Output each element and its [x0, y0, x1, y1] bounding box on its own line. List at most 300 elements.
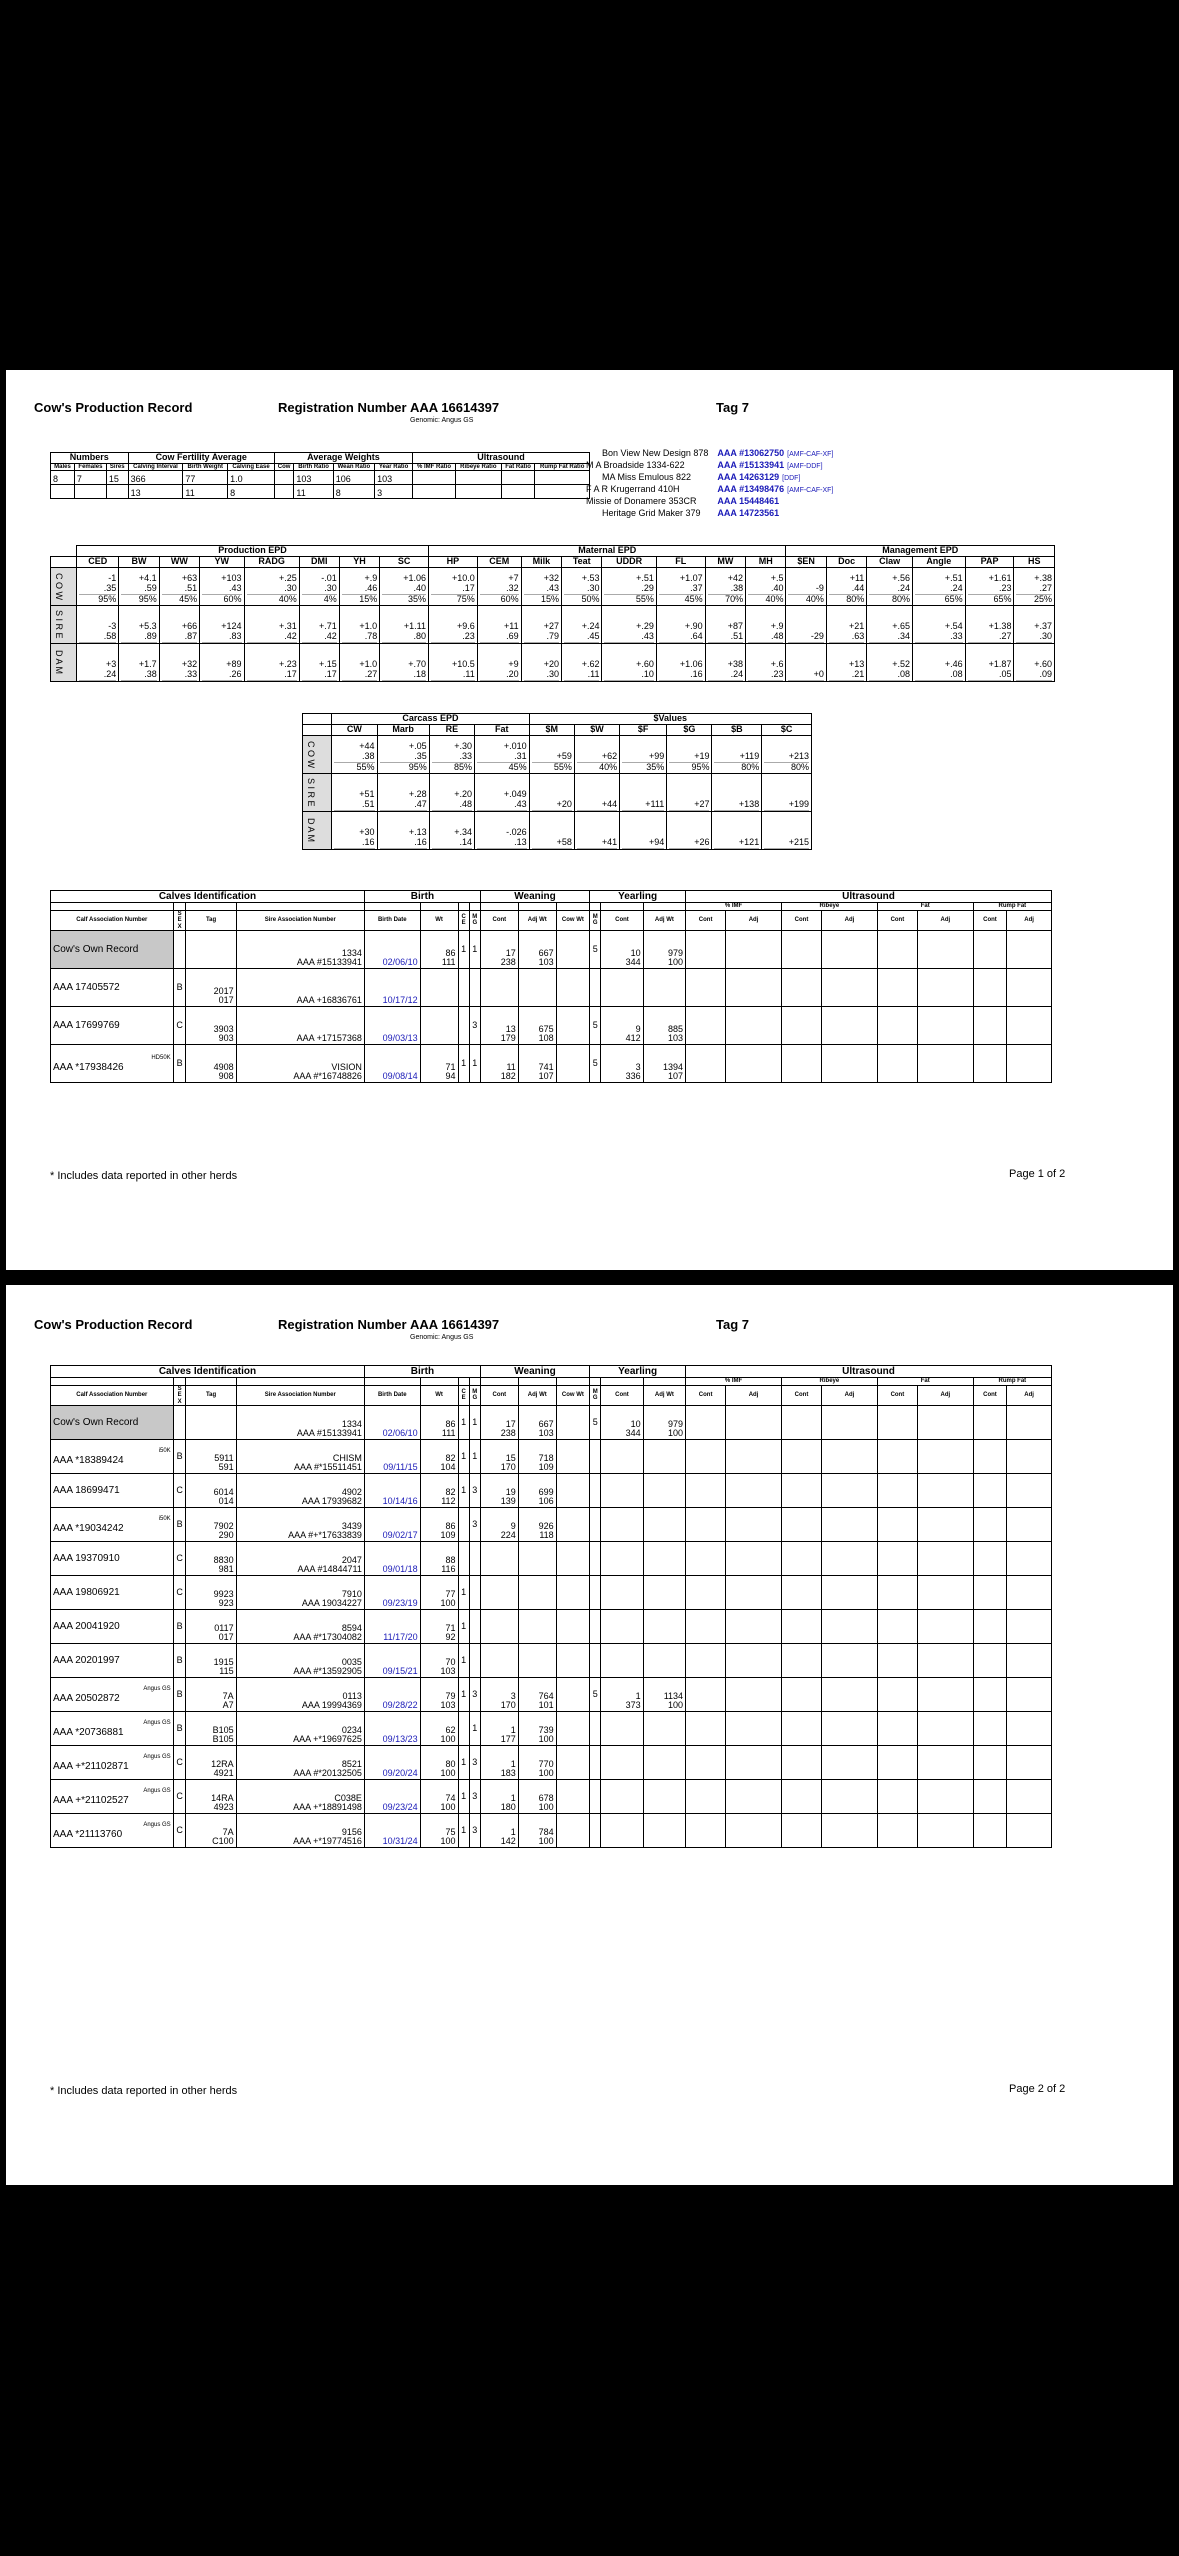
blank — [590, 1378, 601, 1386]
birth-date: 11/17/20 — [364, 1610, 420, 1644]
epd-cell — [477, 567, 521, 605]
epd-acc: .16 — [659, 670, 703, 681]
carcass-pct: 55% — [553, 761, 572, 772]
wean-adj-top: 926 — [538, 1520, 554, 1531]
pedigree-reg: AAA 14723561 — [717, 507, 780, 518]
sire-id — [236, 1440, 364, 1474]
calf-row — [51, 1440, 1052, 1474]
calves-group-header-yearling: Yearling — [590, 1366, 686, 1378]
year-cont — [601, 1644, 643, 1678]
calf-tag-bottom: 908 — [218, 1071, 234, 1082]
epd-acc: .30 — [247, 584, 297, 595]
ultrasound-cell — [686, 1508, 726, 1542]
carcass-epd: -.026 — [506, 827, 527, 837]
epd-epd: +1.7 — [138, 659, 157, 669]
numbers-header: Numbers — [51, 453, 129, 464]
carcass-pct: 35% — [646, 761, 665, 772]
calf-tag-bottom: 4921 — [213, 1768, 234, 1779]
carcass-epd: +58 — [556, 836, 572, 847]
epd-acc: .30 — [524, 670, 559, 681]
calf-tag-bottom: 4923 — [213, 1802, 234, 1813]
epd-cell — [1014, 643, 1055, 681]
year-cont-top: 10 — [630, 947, 641, 958]
sire-id — [236, 931, 364, 969]
calf-row — [51, 931, 1052, 969]
sire-id-top: 0234 — [341, 1724, 362, 1735]
epd-acc: .48 — [748, 632, 783, 643]
birth-weight-bottom: 116 — [441, 1564, 456, 1575]
wean-cont-bottom: 224 — [500, 1530, 516, 1541]
calf-tag — [186, 1542, 236, 1576]
wean-adj-bottom: 108 — [538, 1033, 554, 1044]
footnote: * Includes data reported in other herds — [50, 2085, 238, 2097]
col-header-adjwt: Adj Wt — [518, 910, 556, 931]
carcass-epd: +119 — [739, 751, 760, 761]
birth-weight-top: 86 — [445, 1520, 456, 1531]
birth-weight — [420, 1610, 458, 1644]
year-adj — [643, 1576, 685, 1610]
blank — [236, 1378, 364, 1386]
carcass-col-header: CW — [332, 724, 377, 735]
epd-acc: .30 — [302, 584, 337, 595]
carcass-pct: 80% — [790, 761, 809, 772]
wean-adj-bottom: 109 — [538, 1462, 554, 1473]
ultrasound-cell — [1007, 1814, 1052, 1848]
blank — [458, 1378, 469, 1386]
calf-tag — [186, 1440, 236, 1474]
wean-cont-bottom: 183 — [500, 1768, 516, 1779]
carcass-epd: +.05 — [408, 741, 427, 752]
birth-date: 10/14/16 — [364, 1474, 420, 1508]
calving-ease: 1 — [458, 1678, 469, 1712]
calf-sex: B — [173, 1644, 186, 1678]
epd-cell — [656, 605, 705, 643]
summary-cell: 8 — [51, 471, 75, 485]
carcass-acc: .35 — [380, 752, 427, 763]
calf-flag: Angus GS — [143, 1754, 171, 1761]
blank — [420, 903, 458, 911]
wean-adj-bottom: 101 — [538, 1700, 554, 1711]
carcass-pct: 80% — [741, 761, 760, 772]
birth-weight-top: 86 — [445, 947, 456, 958]
ultrasound-cell — [726, 931, 782, 969]
ultra-sub-header-fat: Fat — [877, 903, 973, 911]
summary-cell: 103 — [294, 471, 333, 485]
sire-id-bottom: AAA #15133941 — [296, 1428, 362, 1439]
ultrasound-cell — [686, 1814, 726, 1848]
carcass-acc: .13 — [477, 838, 527, 849]
calf-tag — [186, 1474, 236, 1508]
epd-cell — [826, 605, 866, 643]
sire-id — [236, 1406, 364, 1440]
epd-acc: .27 — [342, 670, 377, 681]
sire-id-bottom: AAA #*13592905 — [293, 1666, 362, 1677]
sire-id-top: 9156 — [341, 1826, 362, 1837]
ultrasound-cell — [726, 1440, 782, 1474]
epd-acc: .23 — [748, 670, 783, 681]
ultrasound-cell — [726, 1045, 782, 1083]
calf-tag-bottom: 591 — [218, 1462, 234, 1473]
cow-weight — [556, 1610, 589, 1644]
epd-acc: .79 — [524, 632, 559, 643]
blank — [173, 1378, 186, 1386]
epd-cell — [602, 567, 656, 605]
epd-col-header: SC — [380, 556, 429, 567]
cow-weight — [556, 1542, 589, 1576]
epd-group-header: Management EPD — [786, 546, 1055, 557]
epd-col-header: RADG — [244, 556, 299, 567]
epd-cell — [299, 643, 339, 681]
carcass-cell — [377, 773, 429, 811]
epd-pct: 80% — [846, 593, 865, 604]
epd-acc: .33 — [915, 632, 963, 643]
year-cont-bottom: 412 — [625, 1033, 641, 1044]
year-cont — [601, 1406, 643, 1440]
year-mgmt — [590, 1814, 601, 1848]
ultrasound-cell — [1007, 1576, 1052, 1610]
epd-col-header: $EN — [786, 556, 826, 567]
blank — [518, 1378, 556, 1386]
year-cont-top: 10 — [630, 1418, 641, 1429]
calf-id: AAA *17938426 — [53, 1061, 124, 1073]
calf-flag: Angus GS — [143, 1686, 171, 1693]
epd-cell — [786, 567, 826, 605]
ultrasound-cell — [686, 1610, 726, 1644]
col-header-sire: Sire Association Number — [236, 1385, 364, 1406]
birth-date: 09/28/22 — [364, 1678, 420, 1712]
calf-tag-bottom: 981 — [218, 1564, 234, 1575]
blank — [556, 903, 589, 911]
epd-epd: +.70 — [408, 659, 426, 669]
sire-id-bottom: AAA 19034227 — [301, 1598, 362, 1609]
ultrasound-cell — [917, 1576, 973, 1610]
carcass-col-header: $C — [762, 724, 812, 735]
carcass-title: Carcass EPD — [332, 714, 529, 725]
epd-epd: +.6 — [770, 659, 784, 669]
epd-acc: .35 — [79, 584, 116, 595]
calf-tag-bottom: C100 — [212, 1836, 234, 1847]
epd-epd: +.29 — [636, 621, 654, 631]
calf-row — [51, 1712, 1052, 1746]
carcass-cell — [574, 735, 619, 773]
ultrasound-cell — [726, 1610, 782, 1644]
calf-tag — [186, 1780, 236, 1814]
ultrasound-cell — [822, 1712, 878, 1746]
wean-mgmt — [469, 1644, 480, 1678]
year-adj — [643, 1542, 685, 1576]
birth-weight — [420, 1644, 458, 1678]
year-mgmt: 5 — [590, 1406, 601, 1440]
epd-acc: .83 — [202, 632, 241, 643]
reg-label: Registration Number — [278, 400, 407, 415]
calf-id: AAA +*21102527 — [53, 1794, 129, 1806]
year-cont — [601, 1508, 643, 1542]
epd-acc: .43 — [604, 632, 653, 643]
carcass-epd: +.30 — [454, 741, 472, 752]
summary-cell: 8 — [228, 485, 275, 499]
col-header-cont: Cont — [480, 910, 518, 931]
ultrasound-cell — [877, 1780, 917, 1814]
birth-date: 02/06/10 — [364, 931, 420, 969]
birth-date: 10/17/12 — [364, 969, 420, 1007]
calving-ease: 1 — [458, 1045, 469, 1083]
wean-cont-bottom: 170 — [500, 1700, 516, 1711]
cow-weight — [556, 1644, 589, 1678]
wean-adj — [518, 1007, 556, 1045]
sire-id-bottom: AAA #14844711 — [297, 1564, 362, 1575]
wean-cont-top: 1 — [510, 1792, 516, 1803]
calving-ease: 1 — [458, 931, 469, 969]
wean-mgmt: 3 — [469, 1814, 480, 1848]
sire-id — [236, 1045, 364, 1083]
wean-adj — [518, 1045, 556, 1083]
epd-cell — [339, 643, 379, 681]
calves-group-header-weaning: Weaning — [480, 1366, 589, 1378]
calves-group-header-calves: Calves Identification — [51, 1366, 365, 1378]
carcass-epd: +26 — [694, 836, 710, 847]
summary-cell — [274, 485, 293, 499]
ultrasound-cell — [726, 1576, 782, 1610]
epd-col-header: Milk — [521, 556, 561, 567]
ultrasound-cell — [917, 1007, 973, 1045]
ultrasound-cell — [917, 1508, 973, 1542]
wean-mgmt: 1 — [469, 1440, 480, 1474]
carcass-epd: +.010 — [503, 741, 527, 752]
ultrasound-cell — [781, 1814, 821, 1848]
birth-date: 09/02/17 — [364, 1508, 420, 1542]
wean-cont — [480, 1440, 518, 1474]
ultrasound-cell — [822, 1644, 878, 1678]
ultrasound-cell — [822, 1814, 878, 1848]
carcass-pct: 95% — [691, 761, 710, 772]
epd-acc: .32 — [480, 584, 519, 595]
calf-number — [51, 1712, 174, 1746]
wean-adj-bottom: 103 — [538, 1428, 554, 1439]
calf-flag: Angus GS — [143, 1822, 171, 1829]
birth-weight-bottom: 111 — [441, 1428, 456, 1439]
epd-acc: .09 — [1016, 670, 1052, 681]
ultrasound-cell — [1007, 1045, 1052, 1083]
calf-tag-top: 12RA — [211, 1758, 234, 1769]
epd-epd: +.60 — [1034, 659, 1052, 669]
wean-mgmt — [469, 969, 480, 1007]
calf-id: AAA 19806921 — [53, 1587, 120, 1599]
cow-weight — [556, 1780, 589, 1814]
year-cont — [601, 1576, 643, 1610]
epd-row-label: C O W — [51, 567, 77, 605]
carcass-pct: 85% — [453, 761, 472, 772]
epd-acc — [788, 680, 823, 681]
epd-col-header: YW — [200, 556, 244, 567]
birth-weight-top: 75 — [445, 1826, 456, 1837]
calf-tag-bottom: 017 — [218, 995, 234, 1006]
wean-adj — [518, 1474, 556, 1508]
carcass-cell — [377, 735, 429, 773]
pedigree-name: Heritage Grid Maker 379 — [602, 507, 701, 518]
year-cont — [601, 1610, 643, 1644]
wean-adj-bottom: 100 — [538, 1836, 554, 1847]
carcass-pct: 95% — [408, 761, 427, 772]
calf-number — [51, 1678, 174, 1712]
epd-epd: +10.5 — [451, 659, 475, 669]
calf-sex: C — [173, 1474, 186, 1508]
ultrasound-cell — [917, 969, 973, 1007]
col-header-calf: Calf Association Number — [51, 1385, 174, 1406]
epd-cell — [380, 643, 429, 681]
year-adj — [643, 1474, 685, 1508]
carcass-cell — [620, 811, 667, 849]
birth-weight-top: 80 — [445, 1758, 456, 1769]
wean-mgmt: 1 — [469, 1045, 480, 1083]
carcass-epd: +111 — [645, 798, 665, 809]
epd-acc: .42 — [247, 632, 297, 643]
summary-cell: 1.0 — [228, 471, 275, 485]
wean-cont-top: 17 — [505, 947, 516, 958]
epd-epd: +1.0 — [359, 621, 378, 631]
summary-col-header: Rump Fat Ratio — [535, 463, 590, 471]
epd-acc: .78 — [342, 632, 377, 643]
carcass-row-label: D A M — [303, 811, 332, 849]
col-header-adj: Adj — [917, 910, 973, 931]
carcass-acc: .47 — [380, 800, 427, 811]
epd-cell — [562, 605, 602, 643]
carcass-epd: +44 — [359, 741, 375, 752]
carcass-acc — [532, 848, 572, 849]
year-cont-bottom: 344 — [625, 1428, 641, 1439]
birth-weight-bottom: 104 — [440, 1462, 456, 1473]
ultrasound-cell — [1007, 1712, 1052, 1746]
epd-acc: .45 — [564, 632, 599, 643]
ultrasound-cell — [917, 1678, 973, 1712]
epd-cell — [119, 643, 159, 681]
col-header-cont: Cont — [601, 1385, 643, 1406]
wean-mgmt: 3 — [469, 1508, 480, 1542]
calf-id: AAA 20041920 — [53, 1621, 120, 1633]
epd-pct: 95% — [98, 593, 117, 604]
ultrasound-cell — [726, 1678, 782, 1712]
epd-epd: +.54 — [944, 621, 963, 631]
calving-ease — [458, 1007, 469, 1045]
ultrasound-cell — [917, 1746, 973, 1780]
calf-tag — [186, 1406, 236, 1440]
blank — [643, 903, 685, 911]
epd-pct: 35% — [407, 593, 426, 604]
summary-cell: 3 — [375, 485, 413, 499]
blank — [556, 1378, 589, 1386]
wean-mgmt: 3 — [469, 1746, 480, 1780]
epd-pct: 65% — [993, 593, 1012, 604]
epd-epd: -9 — [815, 583, 824, 593]
wean-adj-top: 667 — [538, 1418, 554, 1429]
col-header-adjwt: Adj Wt — [643, 910, 685, 931]
wean-adj — [518, 1780, 556, 1814]
ultrasound-cell — [973, 1814, 1006, 1848]
carcass-cell — [712, 811, 762, 849]
summary-cell — [413, 485, 456, 499]
pedigree-name: M A Broadside 1334-622 — [586, 460, 685, 471]
calf-row — [51, 1678, 1052, 1712]
epd-epd: -29 — [810, 630, 824, 641]
carcass-epd: +59 — [556, 751, 572, 761]
epd-acc: .17 — [431, 584, 475, 595]
epd-acc: .69 — [480, 632, 519, 643]
ultrasound-cell — [917, 1814, 973, 1848]
calf-row — [51, 1576, 1052, 1610]
calf-tag-bottom: 115 — [219, 1666, 234, 1677]
epd-cell — [244, 643, 299, 681]
year-adj-top: 1134 — [663, 1690, 684, 1701]
sire-id-top: 3439 — [341, 1520, 362, 1531]
ultrasound-cell — [822, 1474, 878, 1508]
wean-adj — [518, 1678, 556, 1712]
epd-cell — [602, 643, 656, 681]
calf-tag — [186, 969, 236, 1007]
calf-flag: i50K — [158, 1448, 171, 1455]
carcass-epd: +20 — [556, 798, 572, 809]
calving-ease: 1 — [458, 1576, 469, 1610]
sire-id-bottom: AAA #*15511451 — [294, 1462, 362, 1473]
ultrasound-cell — [973, 1508, 1006, 1542]
col-header-cont: Cont — [973, 910, 1006, 931]
wean-mgmt — [469, 1610, 480, 1644]
calf-tag-top: 7902 — [213, 1520, 234, 1531]
wean-cont — [480, 1542, 518, 1576]
birth-date: 10/31/24 — [364, 1814, 420, 1848]
calf-sex: C — [173, 1780, 186, 1814]
year-mgmt — [590, 1576, 601, 1610]
epd-epd: -3 — [108, 621, 117, 631]
epd-epd: +1.07 — [679, 573, 703, 584]
epd-pct: 45% — [179, 593, 198, 604]
ultrasound-cell — [686, 1440, 726, 1474]
ultrasound-cell — [1007, 1746, 1052, 1780]
calf-tag-top: 0117 — [214, 1622, 234, 1633]
doc-title: Cow's Production Record — [34, 1317, 193, 1332]
epd-epd: +10.0 — [451, 573, 475, 584]
wean-adj-bottom: 107 — [538, 1071, 554, 1082]
wean-cont-top: 13 — [505, 1023, 516, 1034]
epd-epd: +.56 — [892, 573, 910, 584]
ultrasound-cell — [877, 1406, 917, 1440]
calf-tag-bottom: B105 — [212, 1734, 234, 1745]
cow-weight — [556, 1746, 589, 1780]
calf-flag: Angus GS — [143, 1720, 171, 1727]
epd-col-header: MH — [746, 556, 786, 567]
reg-label: Registration Number — [278, 1317, 407, 1332]
epd-row-label: S I R E — [51, 605, 77, 643]
ultrasound-cell — [726, 1474, 782, 1508]
blank — [643, 1378, 685, 1386]
epd-cell — [602, 605, 656, 643]
sire-id-bottom: AAA #*16748826 — [293, 1071, 362, 1082]
epd-acc: .26 — [202, 670, 241, 681]
pedigree-tag: [AMF-DDF] — [787, 463, 823, 471]
birth-weight-bottom: 103 — [440, 1700, 456, 1711]
col-header-cont: Cont — [781, 910, 821, 931]
epd-epd: +3 — [106, 659, 117, 669]
year-cont — [601, 1045, 643, 1083]
carcass-epd: +213 — [788, 751, 809, 761]
col-header-cont: Cont — [686, 910, 726, 931]
ultrasound-cell — [781, 969, 821, 1007]
sire-id-top: C038E — [334, 1792, 362, 1803]
carcass-cell — [762, 773, 812, 811]
col-header-wt: Wt — [420, 910, 458, 931]
epd-cell — [746, 605, 786, 643]
calf-tag-top: 1915 — [213, 1656, 234, 1667]
col-header-bdate: Birth Date — [364, 1385, 420, 1406]
blank — [458, 903, 469, 911]
